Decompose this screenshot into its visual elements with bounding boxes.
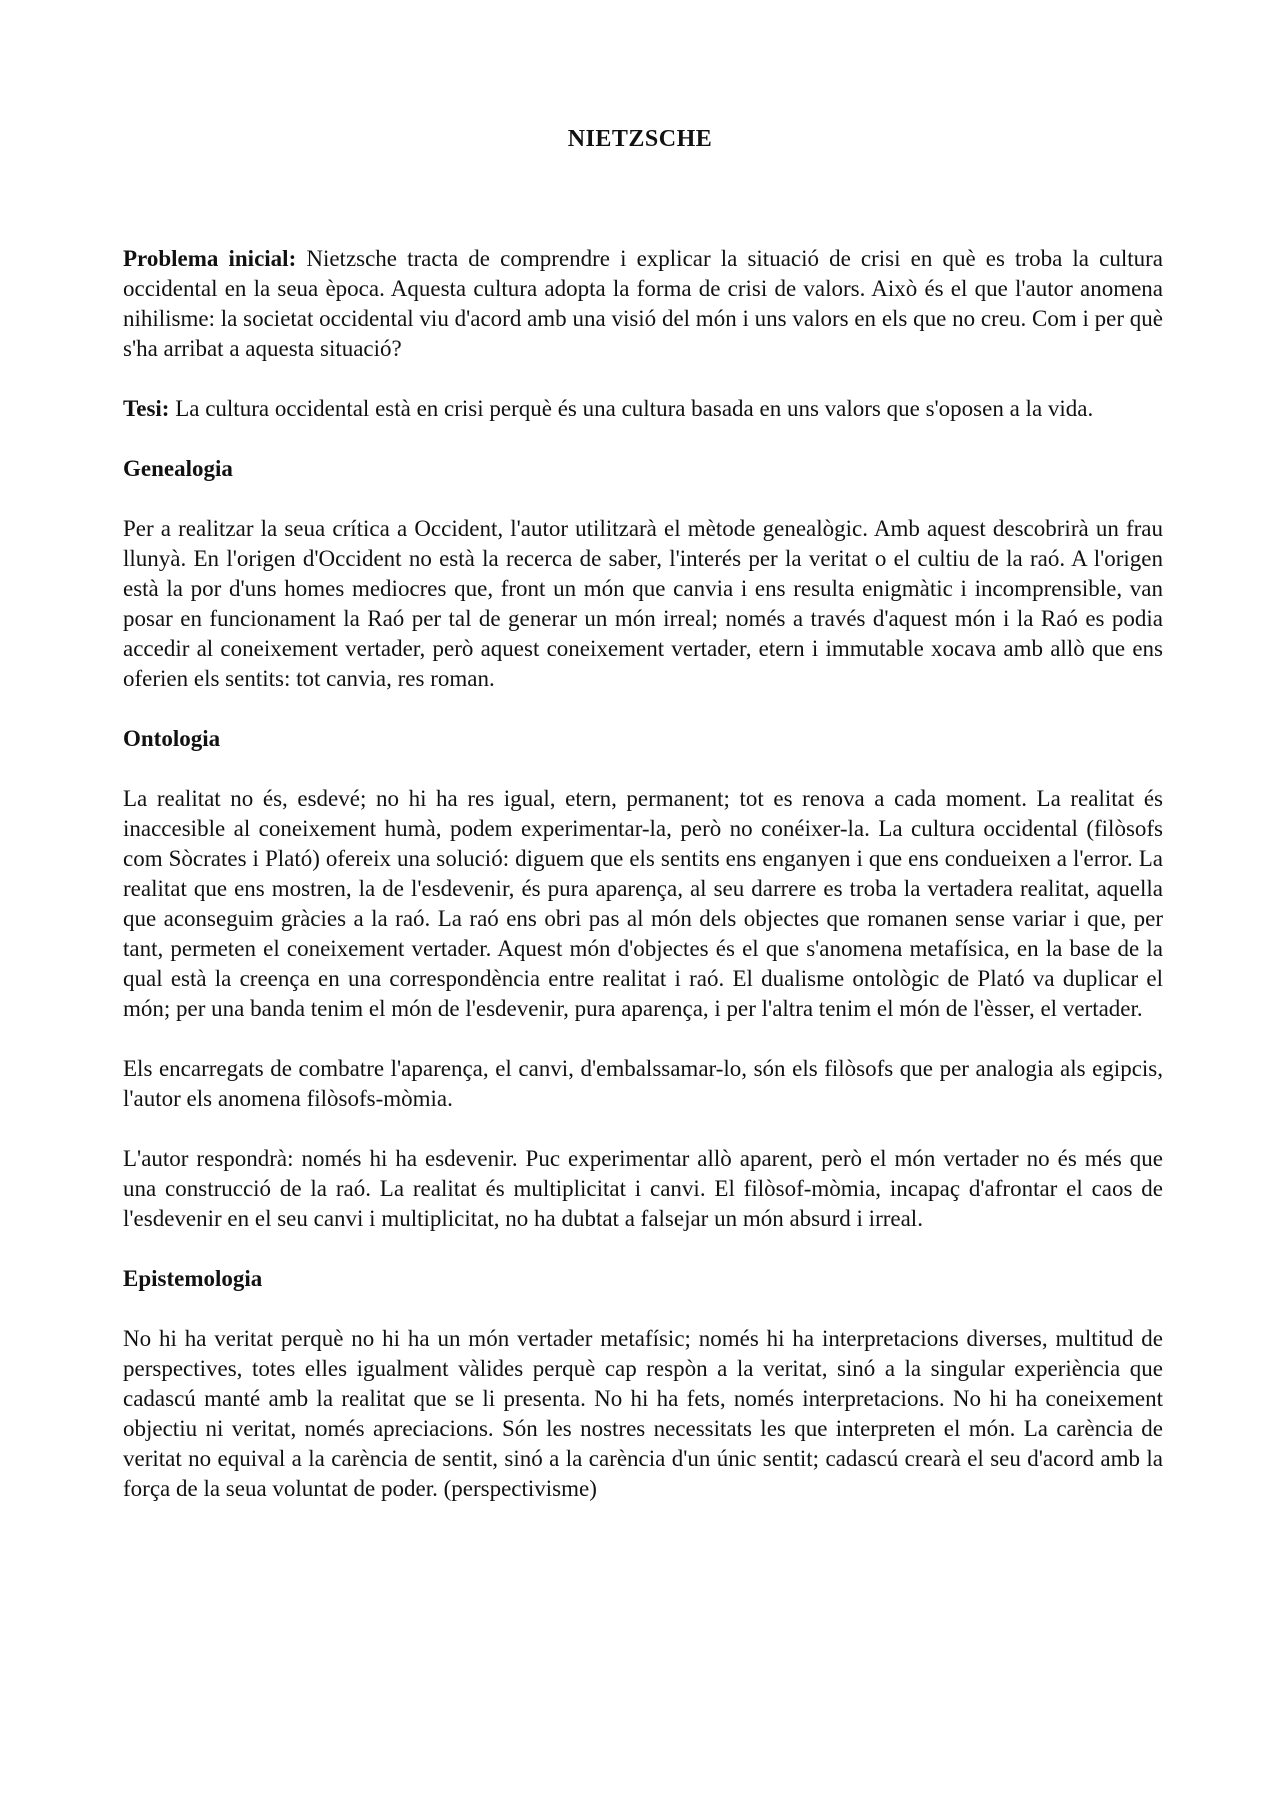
epistemologia-paragraph: No hi ha veritat perquè no hi ha un món vertader metafísic; només hi ha interpretacions diverses, multitud de perspectives, totes elles igualment vàlides perquè cap respòn a la veritat, sinó a la singular experiència que cadascú manté amb la realitat que se li presenta. No hi ha fets, només interpretacions. No hi ha coneixement objectiu ni veritat, només apreciacions. Són les nostres necessitats les que interpreten el món. La carència de veritat no equival a la carència de sentit, sinó a la carència d'un únic sentit; cadascú crearà el seu d'acord amb la força de la seua voluntat de poder. (perspectivisme) bbox=[123, 1326, 1163, 1501]
tesi-text: La cultura occidental està en crisi perquè és una cultura basada en uns valors que s'oposen a la vida. bbox=[169, 396, 1094, 421]
document-body bbox=[123, 244, 1163, 1534]
tesi-paragraph bbox=[123, 394, 1163, 424]
ontologia-paragraph-1: La realitat no és, esdevé; no hi ha res igual, etern, permanent; tot es renova a cada moment. La realitat és inaccesible al coneixement humà, podem experimentar-la, però no conéixer-la. La cultura occidental (filòsofs com Sòcrates i Plató) ofereix una solució: diguem que els sentits ens enganyen i que ens condueixen a l'error. La realitat que ens mostren, la de l'esdevenir, és pura aparença, al seu darrere es troba la vertadera realitat, aquella que aconseguim gràcies a la raó. La raó ens obri pas al món dels objectes que romanen sense variar i que, per tant, permeten el coneixement vertader. Aquest món d'objectes és el que s'anomena metafísica, en la base de la qual està la creença en una correspondència entre realitat i raó. El dualisme ontològic de Plató va duplicar el món; per una banda tenim el món de l'esdevenir, pura aparença, i per l'altra tenim el món de l'èsser, el vertader. bbox=[123, 786, 1163, 1021]
ontologia-paragraph-2: Els encarregats de combatre l'aparença, el canvi, d'embalssamar-lo, són els filòsofs que per analogia als egipcis, l'autor els anomena filòsofs-mòmia. bbox=[123, 1056, 1163, 1111]
problema-text: Nietzsche tracta de comprendre i explicar la situació de crisi en què es troba la cultura occidental en la seua època. Aquesta cultura adopta la forma de crisi de valors. Això és el que l'autor anomena nihilisme: la societat occidental viu d'acord amb una visió del món i uns valors en els que no creu. Com i per què s'ha arribat a aquesta situació? bbox=[123, 246, 1163, 361]
page-title: NIETZSCHE bbox=[567, 126, 713, 152]
problema-label: Problema inicial: bbox=[123, 246, 297, 271]
section-heading-epistemologia: Epistemologia bbox=[123, 1266, 263, 1291]
genealogia-paragraph: Per a realitzar la seua crítica a Occident, l'autor utilitzarà el mètode genealògic. Amb aquest descobrirà un frau llunyà. En l'origen d'Occident no està la recerca de saber, l'interés per la veritat o el cultiu de la raó. A l'origen està la por d'uns homes mediocres que, front un món que canvia i ens resulta enigmàtic i incomprensible, van posar en funcionament la Raó per tal de generar un món irreal; només a través d'aquest món i la Raó es podia accedir al coneixement vertader, però aquest coneixement vertader, etern i immutable xocava amb allò que ens oferien els sentits: tot canvia, res roman. bbox=[123, 516, 1163, 691]
section-heading-ontologia: Ontologia bbox=[123, 726, 221, 751]
ontologia-paragraph-3: L'autor respondrà: només hi ha esdevenir. Puc experimentar allò aparent, però el món vertader no és més que una construcció de la raó. La realitat és multiplicitat i canvi. El filòsof-mòmia, incapaç d'afrontar el caos de l'esdevenir en el seu canvi i multiplicitat, no ha dubtat a falsejar un món absurd i irreal. bbox=[123, 1146, 1163, 1231]
problema-paragraph bbox=[123, 244, 1163, 364]
section-heading-genealogia: Genealogia bbox=[123, 456, 233, 481]
tesi-label: Tesi: bbox=[123, 396, 170, 421]
